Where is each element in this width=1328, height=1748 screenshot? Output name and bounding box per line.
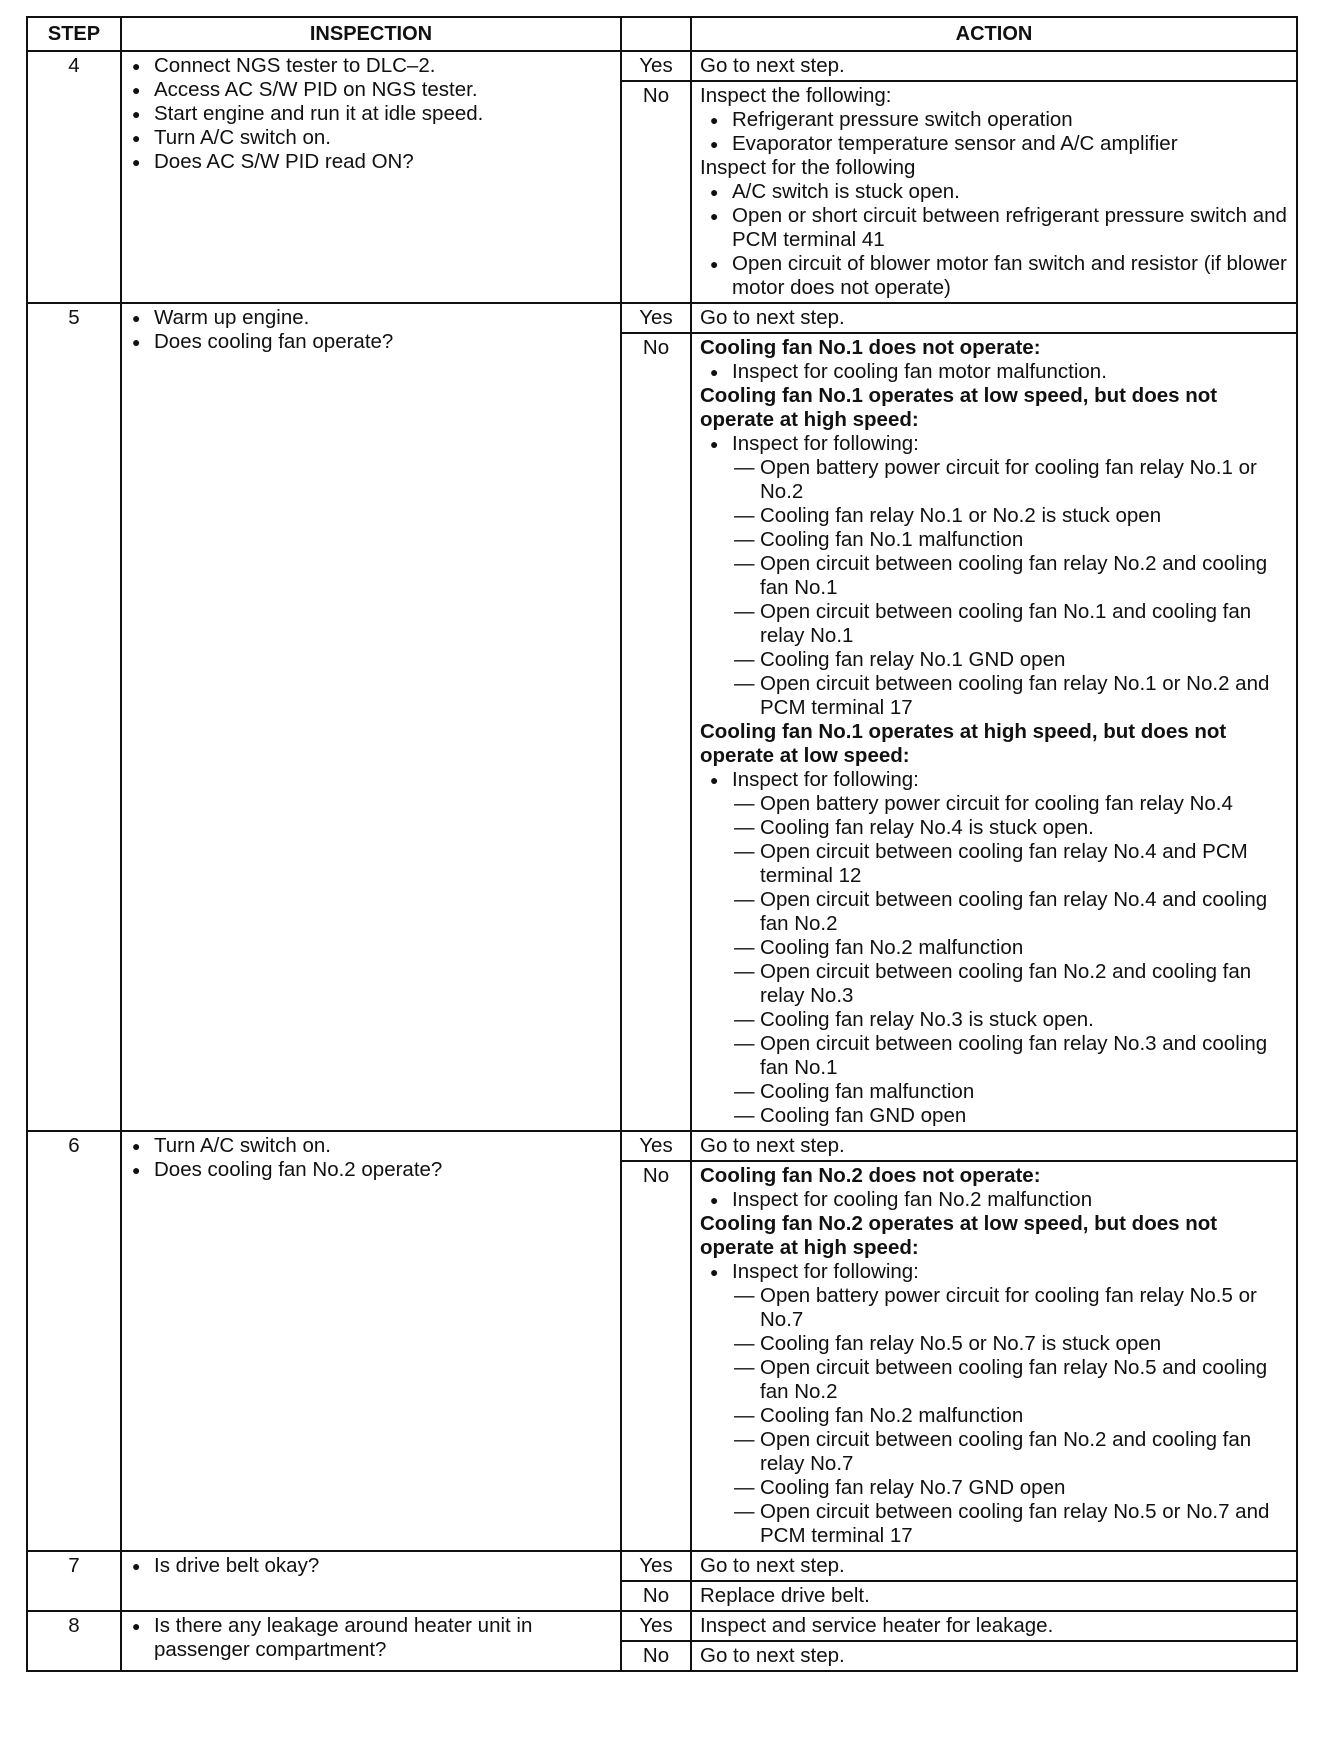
step-number: 5 xyxy=(27,303,121,1131)
yes-action: Go to next step. xyxy=(691,51,1297,81)
action-item: ● Open or short circuit between refrigerant pressure switch and PCM terminal 41 xyxy=(708,204,1288,252)
action-heading: Cooling fan No.2 does not operate: xyxy=(700,1164,1041,1187)
action-subitem: — Cooling fan relay No.1 or No.2 is stuck open xyxy=(734,504,1288,528)
action-item: ● A/C switch is stuck open. xyxy=(708,180,1288,204)
action-heading: Cooling fan No.1 operates at low speed, but does not operate at high speed: xyxy=(700,384,1218,431)
action-subitem: — Open circuit between cooling fan relay No.5 and cooling fan No.2 xyxy=(734,1356,1288,1404)
action-item xyxy=(708,768,1288,1128)
action-item xyxy=(708,432,1288,720)
no-action xyxy=(691,81,1297,303)
inspection-item: ● Does cooling fan No.2 operate? xyxy=(130,1158,612,1182)
action-item: ● Refrigerant pressure switch operation xyxy=(708,108,1288,132)
action-subitem: — Cooling fan relay No.5 or No.7 is stuck open xyxy=(734,1332,1288,1356)
action-subitem: — Cooling fan No.2 malfunction xyxy=(734,936,1288,960)
inspection-item: ● Turn A/C switch on. xyxy=(130,126,612,150)
action-subitem: — Open circuit between cooling fan relay No.4 and PCM terminal 12 xyxy=(734,840,1288,888)
step-inspection xyxy=(121,1551,621,1611)
no-label: No xyxy=(621,81,691,303)
yes-label: Yes xyxy=(621,303,691,333)
action-heading: Inspect the following: xyxy=(700,84,892,107)
action-subitem: — Cooling fan relay No.4 is stuck open. xyxy=(734,816,1288,840)
no-action: Replace drive belt. xyxy=(691,1581,1297,1611)
yes-action: Go to next step. xyxy=(691,303,1297,333)
header-action: ACTION xyxy=(691,17,1297,51)
step-inspection xyxy=(121,303,621,1131)
inspection-item: ● Access AC S/W PID on NGS tester. xyxy=(130,78,612,102)
yes-label: Yes xyxy=(621,1131,691,1161)
header-blank xyxy=(621,17,691,51)
action-heading: Cooling fan No.1 does not operate: xyxy=(700,336,1041,359)
action-subitem: — Cooling fan No.2 malfunction xyxy=(734,1404,1288,1428)
action-subitem: — Cooling fan No.1 malfunction xyxy=(734,528,1288,552)
step-7-yes-row xyxy=(27,1551,1297,1581)
action-heading: Cooling fan No.1 operates at high speed, but does not operate at low speed: xyxy=(700,720,1227,767)
action-item: ● Evaporator temperature sensor and A/C amplifier xyxy=(708,132,1288,156)
yes-label: Yes xyxy=(621,51,691,81)
diagnostic-table xyxy=(26,16,1298,1672)
action-item-text: Inspect for following: xyxy=(732,432,919,455)
action-subitem: — Open circuit between cooling fan relay No.4 and cooling fan No.2 xyxy=(734,888,1288,936)
yes-label: Yes xyxy=(621,1551,691,1581)
action-subitem: — Open circuit between cooling fan relay No.5 or No.7 and PCM terminal 17 xyxy=(734,1500,1288,1548)
inspection-item: ● Warm up engine. xyxy=(130,306,612,330)
action-item: ● Inspect for cooling fan No.2 malfunction xyxy=(708,1188,1288,1212)
step-inspection xyxy=(121,51,621,303)
yes-action: Go to next step. xyxy=(691,1131,1297,1161)
action-subitem: — Open circuit between cooling fan No.1 and cooling fan relay No.1 xyxy=(734,600,1288,648)
action-item: ● Open circuit of blower motor fan switch and resistor (if blower motor does not operate) xyxy=(708,252,1288,300)
step-number: 8 xyxy=(27,1611,121,1671)
inspection-item: ● Does cooling fan operate? xyxy=(130,330,612,354)
step-8-yes-row xyxy=(27,1611,1297,1641)
action-subitem: — Open battery power circuit for cooling fan relay No.4 xyxy=(734,792,1288,816)
action-subitem: — Open battery power circuit for cooling fan relay No.5 or No.7 xyxy=(734,1284,1288,1332)
inspection-item: ● Is there any leakage around heater unit in passenger compartment? xyxy=(130,1614,612,1662)
action-subitem: — Cooling fan malfunction xyxy=(734,1080,1288,1104)
action-subitem: — Cooling fan GND open xyxy=(734,1104,1288,1128)
diagnostic-page xyxy=(26,16,1298,1672)
no-action xyxy=(691,333,1297,1131)
no-label: No xyxy=(621,1581,691,1611)
header-row xyxy=(27,17,1297,51)
action-subitem: — Open battery power circuit for cooling fan relay No.1 or No.2 xyxy=(734,456,1288,504)
inspection-item: ● Turn A/C switch on. xyxy=(130,1134,612,1158)
no-label: No xyxy=(621,333,691,1131)
step-number: 4 xyxy=(27,51,121,303)
action-subitem: — Cooling fan relay No.1 GND open xyxy=(734,648,1288,672)
no-action: Go to next step. xyxy=(691,1641,1297,1671)
step-inspection xyxy=(121,1131,621,1551)
action-subitem: — Cooling fan relay No.3 is stuck open. xyxy=(734,1008,1288,1032)
no-action xyxy=(691,1161,1297,1551)
action-subitem: — Cooling fan relay No.7 GND open xyxy=(734,1476,1288,1500)
action-subitem: — Open circuit between cooling fan relay No.1 or No.2 and PCM terminal 17 xyxy=(734,672,1288,720)
no-label: No xyxy=(621,1161,691,1551)
action-item xyxy=(708,1260,1288,1548)
inspection-item: ● Does AC S/W PID read ON? xyxy=(130,150,612,174)
action-subitem: — Open circuit between cooling fan relay No.3 and cooling fan No.1 xyxy=(734,1032,1288,1080)
action-item-text: Inspect for following: xyxy=(732,768,919,791)
step-number: 7 xyxy=(27,1551,121,1611)
action-subitem: — Open circuit between cooling fan relay No.2 and cooling fan No.1 xyxy=(734,552,1288,600)
yes-action: Go to next step. xyxy=(691,1551,1297,1581)
action-subitem: — Open circuit between cooling fan No.2 and cooling fan relay No.7 xyxy=(734,1428,1288,1476)
action-subitem: — Open circuit between cooling fan No.2 and cooling fan relay No.3 xyxy=(734,960,1288,1008)
step-4-yes-row xyxy=(27,51,1297,81)
header-inspection: INSPECTION xyxy=(121,17,621,51)
action-item: ● Inspect for cooling fan motor malfunction. xyxy=(708,360,1288,384)
step-5-yes-row xyxy=(27,303,1297,333)
yes-action: Inspect and service heater for leakage. xyxy=(691,1611,1297,1641)
no-label: No xyxy=(621,1641,691,1671)
inspection-item: ● Start engine and run it at idle speed. xyxy=(130,102,612,126)
step-inspection xyxy=(121,1611,621,1671)
step-6-yes-row xyxy=(27,1131,1297,1161)
header-step: STEP xyxy=(27,17,121,51)
yes-label: Yes xyxy=(621,1611,691,1641)
inspection-item: ● Connect NGS tester to DLC–2. xyxy=(130,54,612,78)
action-item-text: Inspect for following: xyxy=(732,1260,919,1283)
action-heading: Inspect for the following xyxy=(700,156,916,179)
step-number: 6 xyxy=(27,1131,121,1551)
inspection-item: ● Is drive belt okay? xyxy=(130,1554,612,1578)
action-heading: Cooling fan No.2 operates at low speed, but does not operate at high speed: xyxy=(700,1212,1218,1259)
